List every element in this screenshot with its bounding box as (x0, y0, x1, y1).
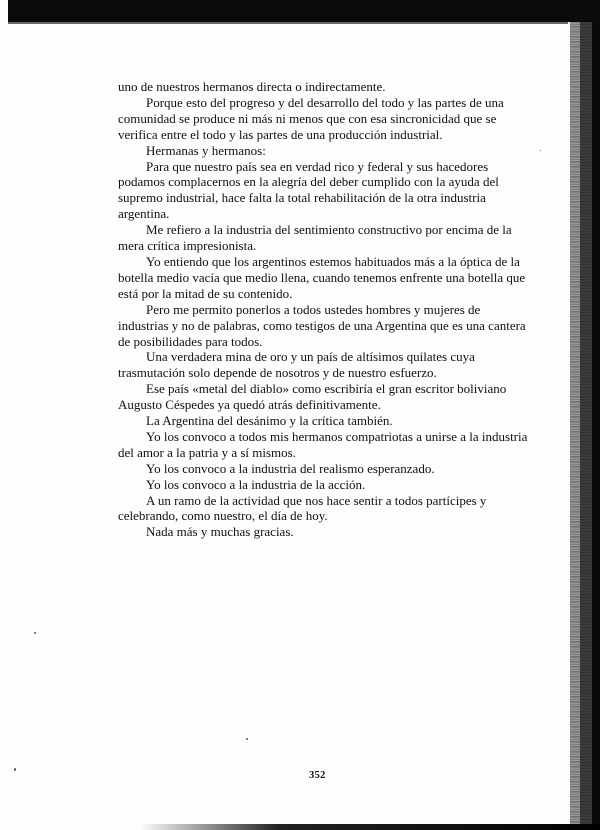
paragraph: Yo los convoco a la industria de la acción. (146, 476, 366, 492)
paragraph: uno de nuestros hermanos directa o indirectamente. (118, 79, 386, 94)
paragraph: Yo entiendo que los argentinos estemos habituados más a la óptica de la botella medio vacía que medio llena, cuando tenemos enfrente una botella que está por la mitad de su contenido. (118, 253, 526, 301)
paragraph: La Argentina del desánimo y la crítica también. (146, 413, 393, 429)
paragraph: Pero me permito ponerlos a todos ustedes hombres y mujeres de industrias y no de palabras, como testigos de una Argentina que es una cantera de posibilidades para todos. (118, 301, 526, 349)
scan-speck (34, 632, 36, 634)
paragraph: Yo los convoco a todos mis hermanos compatriotas a unirse a la industria del amor a la patria y a sí mismos. (118, 428, 528, 460)
scan-speck (540, 150, 541, 151)
page-number: 352 (309, 770, 326, 781)
paragraph: Una verdadera mina de oro y un país de altísimos quilates cuya trasmutación solo depende de nosotros y de nuestro esfuerzo. (118, 349, 475, 381)
scan-border-right (570, 22, 600, 830)
body-text (118, 79, 530, 540)
paragraph: Me refiero a la industria del sentimiento constructivo por encima de la mera crítica impresionista. (118, 222, 512, 254)
scan-speck (246, 738, 248, 740)
scan-border-top (8, 0, 600, 22)
paragraph: Yo los convoco a la industria del realismo esperanzado. (146, 460, 435, 476)
scan-border-bottom (140, 824, 600, 830)
paragraph: Nada más y muchas gracias. (146, 524, 294, 540)
paragraph: Para que nuestro país sea en verdad rico y federal y sus hacedores podamos complacernos en la alegría del deber cumplido con la ayuda del supremo industrial, hace falta la total rehabilitación de la otra industria argentina. (118, 158, 499, 222)
paragraph: Porque esto del progreso y del desarrollo del todo y las partes de una comunidad se produce ni más ni menos que con esa sincronicidad que se verifica entre el todo y las partes de una producción industrial. (118, 94, 504, 142)
scan-speck (14, 768, 16, 771)
paragraph: Hermanas y hermanos: (146, 142, 266, 158)
paragraph: A un ramo de la actividad que nos hace sentir a todos partícipes y celebrando, como nuestro, el día de hoy. (118, 492, 487, 524)
paragraph: Ese país «metal del diablo» como escribiría el gran escritor boliviano Augusto Céspedes ya quedó atrás definitivamente. (118, 381, 507, 413)
scan-border-top-shadow (8, 22, 568, 24)
